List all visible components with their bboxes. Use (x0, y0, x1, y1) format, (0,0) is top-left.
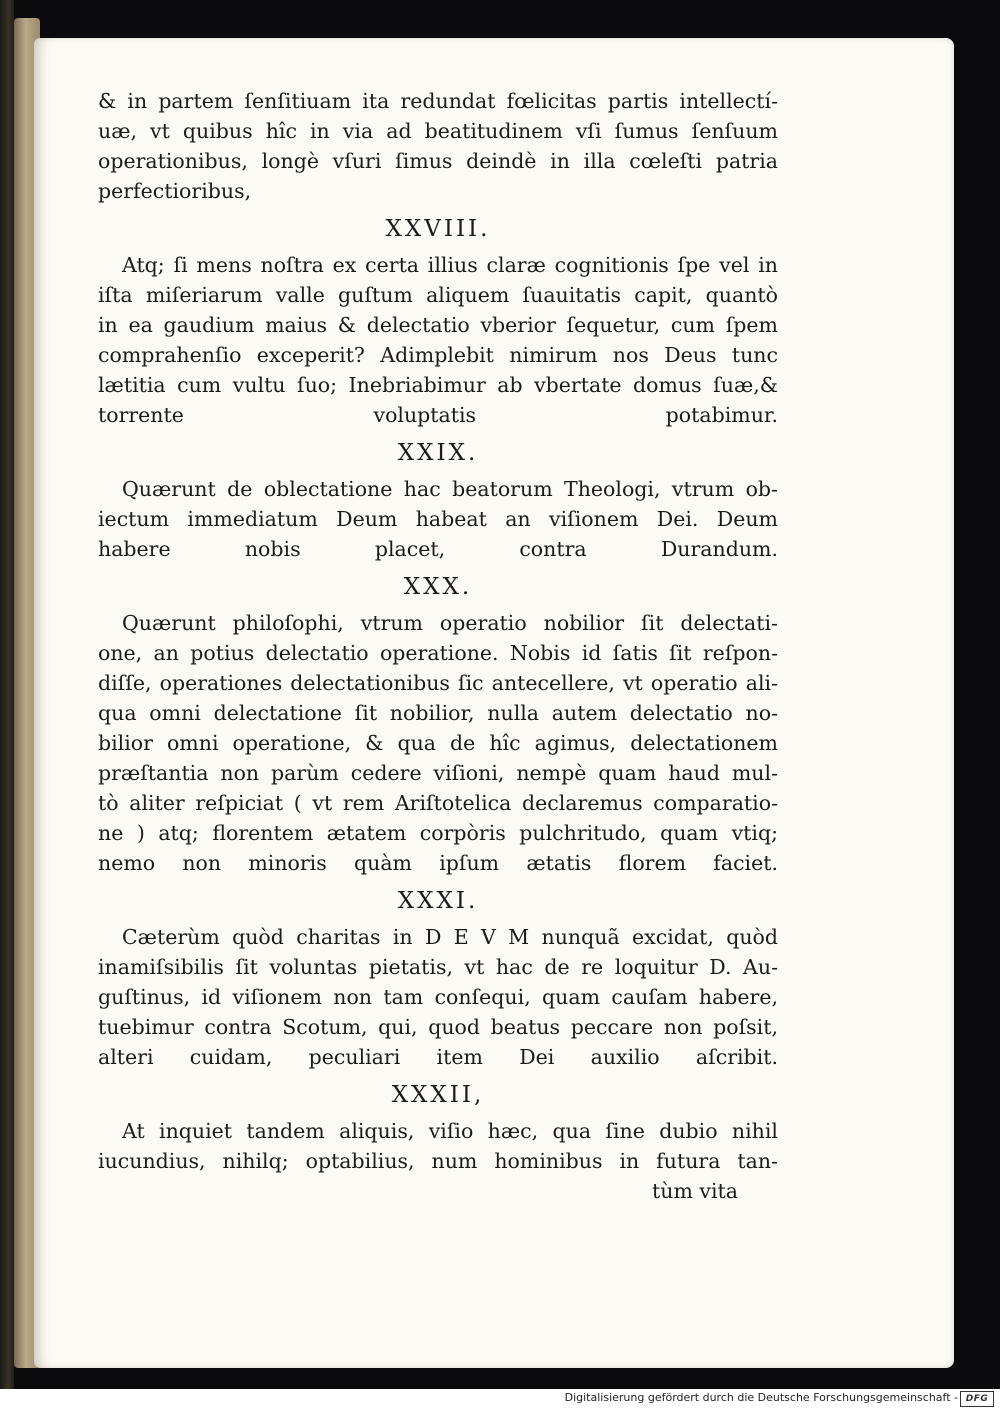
text-line: iſta miſeriarum valle guſtum aliquem ſuauitatis capit, quantò (98, 283, 778, 307)
text-line: comprahenſio exceperit? Adimplebit nimirum nos Deus tunc (98, 343, 778, 367)
text-line: tuebimur contra Scotum, qui, quod beatus peccare non poſsit, (98, 1015, 778, 1039)
text-line: Cæterùm quòd charitas in D E V M nunquã excidat, quòd (122, 925, 778, 949)
text-line: tò aliter reſpiciat ( vt rem Ariſtotelica declaremus comparatio- (98, 791, 778, 815)
footer-bar (0, 1389, 1000, 1409)
text-line: qua omni delectatione ſit nobilior, nulla autem delectatio no- (98, 701, 778, 725)
text-line: Quærunt philoſophi, vtrum operatio nobilior ſit delectati- (122, 611, 778, 635)
text-line: At inquiet tandem aliquis, viſio hæc, qua ſine dubio nihil (122, 1119, 778, 1143)
paragraph (98, 86, 778, 206)
text-line: alteri cuidam, peculiari item Dei auxilio aſcribit. (98, 1045, 778, 1069)
paper-page (34, 38, 954, 1368)
section-heading: XXXII, (391, 1082, 485, 1108)
text-line: perfectioribus, (98, 179, 252, 203)
text-line: uæ, vt quibus hîc in via ad beatitudinem vſi ſumus ſenſuum (98, 119, 778, 143)
funding-credit: Digitalisierung gefördert durch die Deutsche Forschungsgemeinschaft - (564, 1391, 958, 1404)
text-line: torrente voluptatis potabimur. (98, 403, 778, 427)
text-line: lætitia cum vultu ſuo; Inebriabimur ab vbertate domus ſuæ,& (98, 373, 778, 397)
section-heading: XXVIII. (385, 216, 491, 242)
text-line: præſtantia non parùm cedere viſioni, nempè quam haud mul- (98, 761, 778, 785)
text-line: operationibus, longè vſuri ſimus deindè in illa cœleſti patria (98, 149, 778, 173)
text-line: inamiſsibilis ſit voluntas pietatis, vt hac de re loquitur D. Au- (98, 955, 778, 979)
section-heading: XXXI. (397, 888, 479, 914)
paragraph (98, 922, 778, 1072)
page-text-block (98, 86, 778, 1206)
text-line: iucundius, nihilq; optabilius, num hominibus in futura tan- (98, 1149, 778, 1173)
text-line: nemo non minoris quàm ipſum ætatis florem faciet. (98, 851, 778, 875)
catchword: tùm vita (652, 1179, 738, 1203)
text-line: bilior omni operatione, & qua de hîc agimus, delectationem (98, 731, 778, 755)
text-line: ne ) atq; florentem ætatem corpòris pulchritudo, quam vtiq; (98, 821, 778, 845)
section-heading: XXIX. (397, 440, 479, 466)
dfg-logo-icon: DFG (960, 1391, 994, 1407)
text-line: & in partem ſenſitiuam ita redundat fœlicitas partis intellectí- (98, 89, 778, 113)
paragraph (98, 1116, 778, 1176)
book-cover-edge (0, 0, 14, 1389)
text-line: Quærunt de oblectatione hac beatorum Theologi, vtrum ob- (122, 477, 778, 501)
text-line: iectum immediatum Deum habeat an viſionem Dei. Deum (98, 507, 778, 531)
text-line: habere nobis placet, contra Durandum. (98, 537, 778, 561)
paragraph (98, 474, 778, 564)
paragraph (98, 608, 778, 878)
paragraph (98, 250, 778, 430)
text-line: in ea gaudium maius & delectatio vberior ſequetur, cum ſpem (98, 313, 778, 337)
text-line: Atq; ſi mens noſtra ex certa illius claræ cognitionis ſpe vel in (122, 253, 778, 277)
text-line: diſſe, operationes delectationibus ſic antecellere, vt operatio ali- (98, 671, 778, 695)
section-heading: XXX. (403, 574, 473, 600)
text-line: guſtinus, id viſionem non tam conſequi, quam cauſam habere, (98, 985, 778, 1009)
text-line: one, an potius delectatio operatione. Nobis id ſatis ſit reſpon- (98, 641, 778, 665)
